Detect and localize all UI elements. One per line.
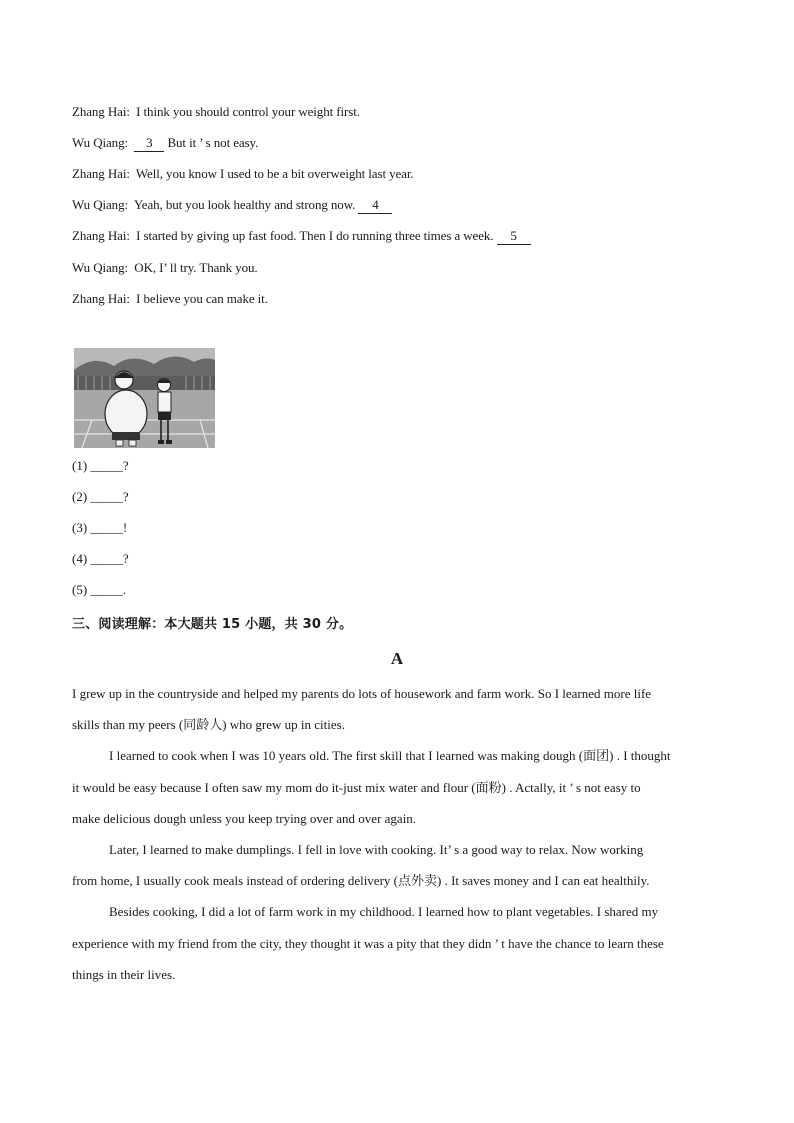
passage-line: experience with my friend from the city, they thought it was a pity that they didn ’ t have the chance to learn these <box>72 936 664 951</box>
passage-line: skills than my peers (同龄人) who grew up in cities. <box>72 717 345 732</box>
passage-title: A <box>390 649 404 668</box>
speaker: Zhang Hai: <box>72 104 130 119</box>
dialogue-text: But it ’ s not easy. <box>164 135 259 150</box>
dialogue-text: I started by giving up fast food. Then I do running three times a week. <box>136 228 497 243</box>
speaker: Zhang Hai: <box>72 228 130 243</box>
answer-line-1[interactable]: (1) _____? <box>72 458 129 473</box>
dialogue-line-3 <box>72 166 414 182</box>
passage-line: make delicious dough unless you keep trying over and over again. <box>72 811 417 826</box>
answer-blank-3[interactable]: 3 <box>134 135 164 152</box>
speaker: Wu Qiang: <box>72 260 128 275</box>
dialogue-text: OK, I’ ll try. Thank you. <box>134 260 258 275</box>
speaker: Zhang Hai: <box>72 166 130 181</box>
passage-line: Besides cooking, I did a lot of farm work in my childhood. I learned how to plant vegetables. I shared my <box>109 904 659 919</box>
dialogue-line-4 <box>72 197 392 214</box>
answer-line-4[interactable]: (4) _____? <box>72 551 129 566</box>
speaker: Wu Qiang: <box>72 197 128 212</box>
dialogue-line-7 <box>72 291 268 307</box>
section-heading: 三、阅读理解：本大题共 15 小题，共 30 分。 <box>72 617 353 632</box>
answer-line-3[interactable]: (3) _____! <box>72 520 128 535</box>
speaker: Zhang Hai: <box>72 291 130 306</box>
dialogue-line-6 <box>72 260 258 276</box>
passage-line: I learned to cook when I was 10 years old. The first skill that I learned was making dough (面团) . I thought <box>109 748 671 763</box>
dialogue-line-1 <box>72 104 360 120</box>
passage-line: from home, I usually cook meals instead of ordering delivery (点外卖) . It saves money and I can eat healthily. <box>72 873 650 888</box>
passage-line: things in their lives. <box>72 967 176 982</box>
dialogue-text: Well, you know I used to be a bit overweight last year. <box>135 166 414 181</box>
answer-blank-4[interactable]: 4 <box>358 197 392 214</box>
dialogue-text: I think you should control your weight first. <box>136 104 360 119</box>
dialogue-line-5 <box>72 228 531 245</box>
dialogue-text: Yeah, but you look healthy and strong now. <box>133 197 359 212</box>
dialogue-text: I believe you can make it. <box>136 291 268 306</box>
passage-line: it would be easy because I often saw my mom do it-just mix water and flour (面粉) . Actally, it ’ s not easy to <box>72 780 641 795</box>
answer-line-2[interactable]: (2) _____? <box>72 489 129 504</box>
answer-blank-5[interactable]: 5 <box>497 228 531 245</box>
answer-line-5[interactable]: (5) _____. <box>72 582 127 597</box>
illustration-two-boys <box>74 348 215 448</box>
speaker: Wu Qiang: <box>72 135 128 150</box>
passage-line: I grew up in the countryside and helped my parents do lots of housework and farm work. So I learned more life <box>72 686 652 701</box>
dialogue-line-2 <box>72 135 258 152</box>
passage-line: Later, I learned to make dumplings. I fell in love with cooking. It’ s a good way to relax. Now working <box>109 842 644 857</box>
